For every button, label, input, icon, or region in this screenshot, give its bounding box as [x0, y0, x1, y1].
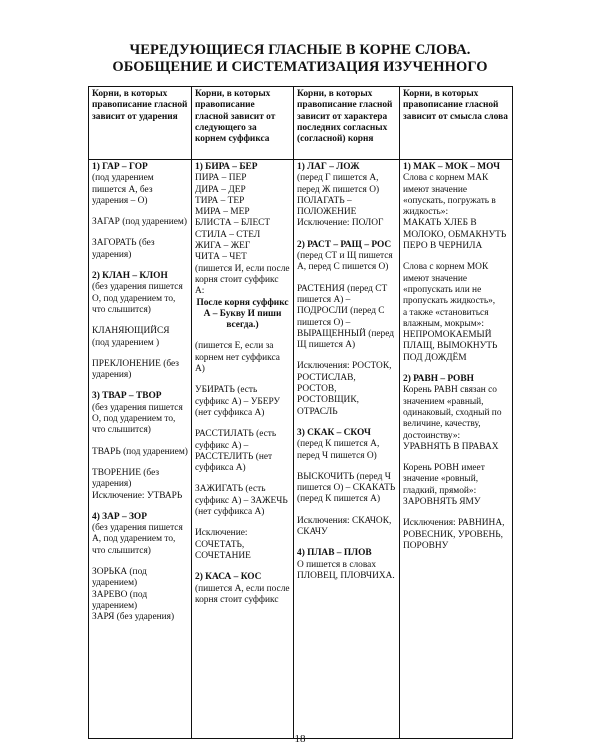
cell-line: (под ударением пишется А, без ударения – О) — [92, 173, 154, 206]
cell-line: ЖИГА – ЖЕГ — [195, 241, 251, 252]
cell-line: ЧИТА – ЧЕТ — [195, 252, 247, 263]
cell-line: Исключение: ПОЛОГ — [297, 218, 384, 229]
cell-line: 1) ЛАГ – ЛОЖ — [297, 162, 360, 172]
cell-line: Слова с корнем МАК имеют значение «опускать, погружать в жидкость»: — [403, 173, 496, 218]
spacer — [403, 364, 509, 374]
spacer — [92, 261, 188, 271]
cell-line: КЛАНЯЮЩИЙСЯ (под ударением ) — [92, 326, 170, 348]
cell-line: УБИРАТЬ (есть суффикс А) – УБЕРУ (нет суффикса А) — [195, 385, 281, 418]
column-stress — [89, 160, 192, 739]
cell-line: а также «становиться влажным, мокрым»: — [403, 307, 489, 329]
cell-line: 2) РАСТ – РАЩ – РОС — [297, 239, 392, 250]
cell-line: Исключения: СКАЧОК, СКАЧУ — [297, 515, 392, 538]
cell-line: НЕПРОМОКАЕМЫЙ ПЛАЩ, ВЫМОКНУТЬ ПОД ДОЖДЁМ — [403, 330, 498, 363]
cell-line: (пишется А, если после корня стоит суффикс — [195, 583, 290, 605]
spacer — [297, 230, 396, 240]
cell-line: (перед К пишется А, перед Ч пишется О) — [297, 439, 380, 461]
spacer — [297, 274, 396, 284]
cell-line: Исключение: СОЧЕТАТЬ, СОЧЕТАНИЕ — [195, 528, 251, 561]
header-cell: Корни, в которых правописание гласной зависит от смысла слова — [400, 87, 513, 160]
spacer — [195, 518, 290, 528]
header-cell: Корни, в которых правописание гласной зависит от следующего за корнем суффикса — [192, 87, 294, 160]
spacer — [92, 381, 188, 391]
column-suffix — [192, 160, 294, 739]
cell-line: 3) СКАК – СКОЧ — [297, 427, 371, 438]
spacer — [92, 557, 188, 567]
cell-line: 3) ТВАР – ТВОР — [92, 391, 162, 402]
cell-line: 2) КАСА – КОС — [195, 572, 262, 583]
rules-table — [88, 86, 513, 739]
spacer — [92, 458, 188, 468]
cell-line: 2) КЛАН – КЛОН — [92, 271, 168, 282]
header-cell: Корни, в которых правописание гласной зависит от характера последних согласных (согласной) корня — [294, 87, 400, 160]
cell-line: МИРА – МЕР — [195, 207, 250, 218]
spacer — [195, 474, 290, 484]
cell-line: БЛИСТА – БЛЕСТ — [195, 218, 271, 229]
cell-line: ТВОРЕНИЕ (без ударения) — [92, 467, 160, 490]
spacer — [92, 316, 188, 326]
spacer — [403, 508, 509, 518]
cell-line: 1) МАК – МОК – МОЧ — [403, 162, 501, 172]
cell-line: ВЫСКОЧИТЬ (перед Ч пишется О) – СКАКАТЬ (перед К пишется А) — [297, 471, 396, 505]
page-title — [0, 42, 600, 76]
cell-line: ЗАРОВНЯТЬ ЯМУ — [403, 497, 481, 508]
spacer — [297, 351, 396, 361]
spacer — [195, 375, 290, 385]
spacer — [195, 419, 290, 429]
cell-line: УРАВНЯТЬ В ПРАВАХ — [403, 441, 499, 452]
cell-line: (перед Г пишется А, перед Ж пишется О) — [297, 173, 380, 195]
cell-line: Исключения: РОСТОК, РОСТИСЛАВ, РОСТОВ, РОСТОВЩИК, ОТРАСЛЬ — [297, 361, 392, 417]
cell-line: РАСТЕНИЯ (перед СТ пишется А) – ПОДРОСЛИ (перед С пишется О) – ВЫРАЩЕННЫЙ (перед Щ пишется А) — [297, 283, 395, 351]
spacer — [297, 462, 396, 472]
cell-line: СТИЛА – СТЕЛ — [195, 229, 261, 240]
cell-line: ЗАРЕВО (под ударением) — [92, 589, 148, 611]
cell-line: ПРЕКЛОНЕНИЕ (без ударения) — [92, 358, 179, 381]
cell-line: Исключения: РАВНИНА, РОВЕСНИК, УРОВЕНЬ, ПОРОВНУ — [403, 518, 505, 551]
cell-line: ПИРА – ПЕР — [195, 173, 247, 184]
cell-line: (пишется Е, если за корнем нет суффикса А) — [195, 341, 280, 375]
spacer — [92, 502, 188, 512]
cell-line: (пишется И, если после корня стоит суффикс А: — [195, 263, 290, 297]
cell-line: (перед СТ и Щ пишется А, перед С пишется О) — [297, 251, 393, 273]
cell-line: (без ударения пишется О, под ударением то, что слышится) — [92, 402, 183, 436]
cell-line: Корень РАВН связан со значением «равный, одинаковый, сходный по величине, качеству, достоинству»: — [403, 385, 502, 441]
cell-line: О пишется в словах ПЛОВЕЦ, ПЛОВЧИХА. — [297, 559, 395, 581]
cell-line: ЗАГАР (под ударением) — [92, 217, 187, 228]
cell-line: (без ударения пишется О, под ударением то, что слышится) — [92, 282, 183, 315]
spacer — [92, 437, 188, 447]
cell-line: 2) РАВН – РОВН — [403, 374, 474, 385]
cell-line: ТВАРЬ (под ударением) — [92, 446, 188, 457]
cell-line: ТИРА – ТЕР — [195, 195, 245, 206]
cell-line: РАССТИЛАТЬ (есть суффикс А) – РАССТЕЛИТЬ (нет суффикса А) — [195, 429, 277, 474]
cell-line: После корня суффикс А – Букву И пиши всегда.) — [196, 297, 289, 331]
cell-line: Слова с корнем МОК имеют значение «пропускать или не пропускать жидкость», — [403, 262, 496, 307]
title-line-1: ЧЕРЕДУЮЩИЕСЯ ГЛАСНЫЕ В КОРНЕ СЛОВА. — [129, 42, 471, 58]
title-line-2: ОБОБЩЕНИЕ И СИСТЕМАТИЗАЦИЯ ИЗУЧЕННОГО — [112, 59, 488, 75]
cell-line: 4) ЗАР – ЗОР — [92, 511, 147, 522]
spacer — [92, 228, 188, 238]
column-meaning — [400, 160, 513, 739]
cell-line: ДИРА – ДЕР — [195, 184, 246, 195]
spacer — [92, 207, 188, 217]
cell-line: ЗОРЬКА (под ударением) — [92, 567, 147, 589]
cell-line: Исключение: УТВАРЬ — [92, 490, 183, 501]
spacer — [297, 506, 396, 516]
content-row — [89, 160, 513, 739]
cell-line: (без ударения пишется А, под ударением то, что слышится) — [92, 523, 183, 556]
page-number: 18 — [294, 733, 306, 745]
cell-line: ЗАРЯ (без ударения) — [92, 612, 175, 623]
spacer — [403, 453, 509, 463]
header-row — [89, 87, 513, 160]
cell-line: 1) ГАР – ГОР — [92, 162, 148, 172]
cell-line: ЗАГОРАТЬ (без ударения) — [92, 238, 155, 260]
cell-line: 4) ПЛАВ – ПЛОВ — [297, 548, 372, 559]
header-cell: Корни, в которых правописание гласной зависит от ударения — [89, 87, 192, 160]
cell-line: ЗАЖИГАТЬ (есть суффикс А) – ЗАЖЕЧЬ (нет суффикса А) — [195, 484, 288, 518]
cell-line: МАКАТЬ ХЛЕБ В МОЛОКО, ОБМАКНУТЬ ПЕРО В ЧЕРНИЛА — [403, 218, 507, 252]
spacer — [195, 331, 290, 341]
spacer — [297, 418, 396, 428]
cell-line: Корень РОВН имеет значение «ровный, гладкий, прямой»: — [403, 463, 485, 496]
spacer — [403, 252, 509, 262]
cell-line: ПОЛАГАТЬ – ПОЛОЖЕНИЕ — [297, 195, 357, 218]
spacer — [92, 349, 188, 359]
spacer — [297, 538, 396, 548]
cell-line: 1) БИРА – БЕР — [195, 162, 258, 172]
spacer — [195, 562, 290, 572]
column-consonant — [294, 160, 400, 739]
